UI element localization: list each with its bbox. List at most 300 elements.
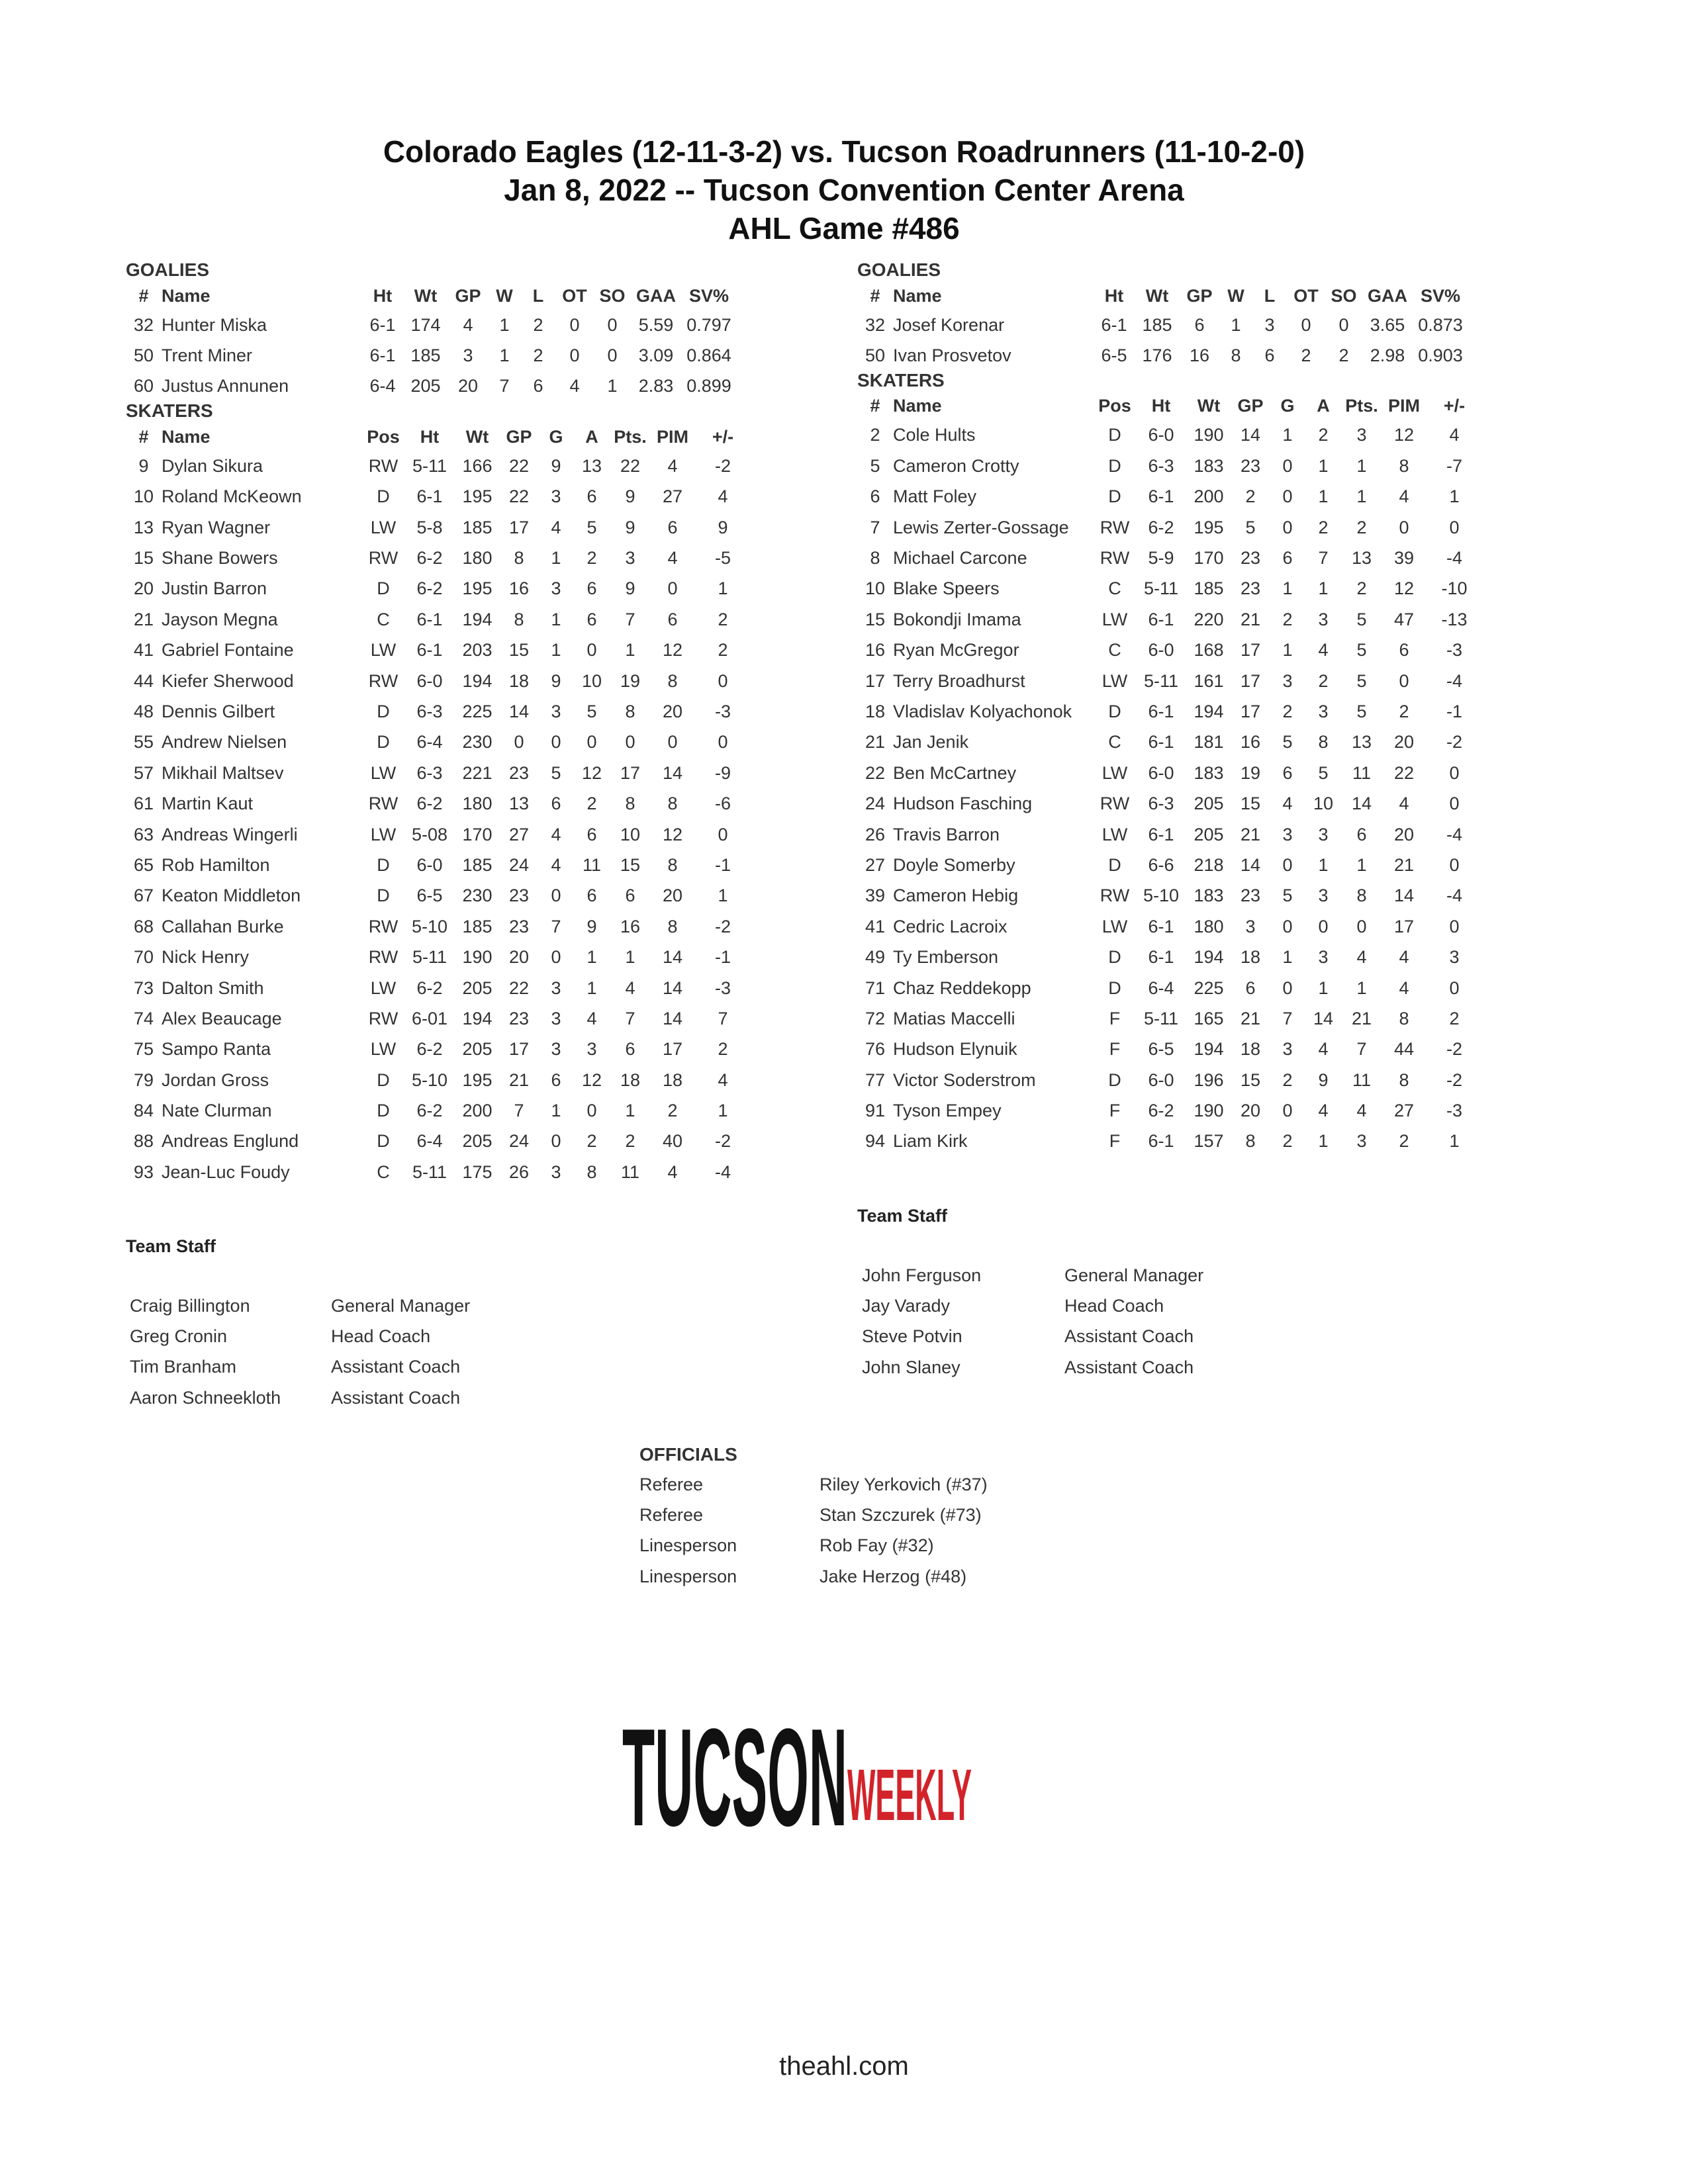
stat-cell: 181 xyxy=(1194,732,1224,752)
stat-cell: 3 xyxy=(551,978,561,998)
stat-cell: 6-4 xyxy=(416,732,443,752)
stat-cell: 84 xyxy=(133,1101,154,1121)
stat-cell: 1 xyxy=(1449,486,1460,507)
column-header: Pts. xyxy=(614,426,647,447)
stat-cell: 0.873 xyxy=(1418,314,1463,335)
stat-cell: 195 xyxy=(1194,517,1224,537)
column-header: Name xyxy=(162,285,211,306)
stat-cell: 6 xyxy=(586,824,597,844)
stat-cell: 17 xyxy=(1393,916,1415,936)
stat-cell: 5 xyxy=(586,517,597,537)
stat-cell: 2 xyxy=(667,1101,678,1121)
stat-cell: 4 xyxy=(667,455,678,476)
column-header: Ht xyxy=(1151,396,1171,416)
stat-cell: 14 xyxy=(1240,854,1261,875)
stat-cell: 185 xyxy=(1142,314,1172,335)
away-goalies-table xyxy=(126,282,736,402)
stat-cell: 3 xyxy=(551,1008,561,1028)
stat-cell: 3 xyxy=(1318,824,1329,844)
stat-cell: 26 xyxy=(508,1161,530,1182)
stat-cell: 17 xyxy=(508,1039,530,1060)
stat-cell: 20 xyxy=(662,886,683,906)
stat-cell: 17 xyxy=(620,762,641,783)
stat-cell: 4 xyxy=(718,486,728,507)
footer-url: theahl.com xyxy=(779,2052,909,2081)
stat-cell: 1 xyxy=(1356,486,1367,507)
player-row xyxy=(126,451,751,481)
stat-cell: 12 xyxy=(1393,578,1415,599)
table-row xyxy=(862,1322,1203,1352)
stat-cell: 4 xyxy=(1449,425,1460,445)
stat-cell: 0 xyxy=(551,732,561,752)
player-row xyxy=(857,1003,1482,1034)
column-header: GAA xyxy=(636,285,676,306)
stat-cell: 6-5 xyxy=(1101,345,1127,366)
stat-cell: Victor Soderstrom xyxy=(893,1069,1036,1090)
stat-cell: 0 xyxy=(586,640,597,660)
stat-cell: 4 xyxy=(1318,1101,1329,1121)
stat-cell: 4 xyxy=(1318,640,1329,660)
stat-cell: D xyxy=(1108,947,1121,968)
stat-cell: 6-1 xyxy=(1148,1131,1174,1152)
column-header: Name xyxy=(893,396,942,416)
stat-cell: 0 xyxy=(1449,916,1460,936)
stat-cell: 9 xyxy=(625,517,635,537)
role-cell: Rob Fay (#32) xyxy=(820,1535,934,1556)
stat-cell: 5-9 xyxy=(1148,548,1174,569)
player-row xyxy=(126,1126,751,1157)
stat-cell: 0 xyxy=(667,732,678,752)
stat-cell: D xyxy=(1108,455,1121,476)
stat-cell: 21 xyxy=(1393,854,1415,875)
stat-cell: 205 xyxy=(1194,794,1224,814)
stat-cell: Jean-Luc Foudy xyxy=(162,1161,290,1182)
stat-cell: 2 xyxy=(1318,517,1329,537)
stat-cell: 15 xyxy=(508,640,530,660)
stat-cell: 15 xyxy=(133,548,154,569)
stat-cell: 74 xyxy=(133,1008,154,1028)
stat-cell: Mikhail Maltsev xyxy=(162,762,284,783)
stat-cell: 6-1 xyxy=(1148,916,1174,936)
stat-cell: 22 xyxy=(508,978,530,998)
stat-cell: 1 xyxy=(1318,455,1329,476)
stat-cell: 27 xyxy=(1393,1101,1415,1121)
stat-cell: 5 xyxy=(1318,762,1329,783)
stat-cell: 2 xyxy=(1399,701,1409,721)
stat-cell: 14 xyxy=(1313,1008,1334,1028)
stat-cell: 9 xyxy=(718,517,728,537)
stat-cell: -9 xyxy=(714,762,731,783)
stat-cell: 2 xyxy=(1318,670,1329,691)
stat-cell: 218 xyxy=(1194,854,1224,875)
stat-cell: 79 xyxy=(133,1069,154,1090)
column-header: # xyxy=(870,285,880,306)
player-row xyxy=(857,973,1482,1003)
stat-cell: 194 xyxy=(1194,1039,1224,1060)
stat-cell: Hudson Fasching xyxy=(893,794,1033,814)
table-row xyxy=(862,1260,1203,1291)
player-row xyxy=(126,1065,751,1095)
stat-cell: 185 xyxy=(410,345,441,366)
stat-cell: 5-11 xyxy=(1143,1008,1179,1028)
stat-cell: 200 xyxy=(1194,486,1224,507)
home-staff-heading: Team Staff xyxy=(857,1206,948,1226)
stat-cell: 14 xyxy=(662,978,683,998)
stat-cell: Andrew Nielsen xyxy=(162,732,287,752)
column-header: L xyxy=(1264,285,1276,306)
stat-cell: 48 xyxy=(133,701,154,721)
stat-cell: 1 xyxy=(551,548,561,569)
stat-cell: C xyxy=(1108,732,1121,752)
stat-cell: 15 xyxy=(1240,1069,1261,1090)
stat-cell: Justin Barron xyxy=(162,578,267,599)
stat-cell: 8 xyxy=(1399,1008,1409,1028)
stat-cell: 6-2 xyxy=(416,578,443,599)
stat-cell: Dylan Sikura xyxy=(162,455,263,476)
player-row xyxy=(126,911,751,942)
game-header xyxy=(0,132,1688,248)
stat-cell: 2 xyxy=(718,640,728,660)
stat-cell: 27 xyxy=(662,486,683,507)
stat-cell: 18 xyxy=(1240,947,1261,968)
stat-cell: 3 xyxy=(586,1039,597,1060)
stat-cell: 19 xyxy=(620,670,641,691)
stat-cell: LW xyxy=(370,762,397,783)
stat-cell: RW xyxy=(368,947,399,968)
stat-cell: 6-0 xyxy=(1148,640,1174,660)
player-row xyxy=(126,696,751,727)
stat-cell: 6-4 xyxy=(416,1131,443,1152)
stat-cell: 170 xyxy=(462,824,492,844)
stat-cell: 8 xyxy=(1318,732,1329,752)
stat-cell: 205 xyxy=(1194,824,1224,844)
stat-cell: RW xyxy=(368,670,399,691)
stat-cell: Ryan McGregor xyxy=(893,640,1019,660)
stat-cell: 180 xyxy=(1194,916,1224,936)
stat-cell: 0 xyxy=(551,886,561,906)
column-header: A xyxy=(585,426,598,447)
stat-cell: 4 xyxy=(1356,947,1367,968)
stat-cell: -10 xyxy=(1441,578,1468,599)
stat-cell: 6-1 xyxy=(369,314,396,335)
stat-cell: 13 xyxy=(508,794,530,814)
stat-cell: 2 xyxy=(718,1039,728,1060)
stat-cell: 194 xyxy=(462,1008,492,1028)
stat-cell: 20 xyxy=(1240,1101,1261,1121)
stat-cell: 17 xyxy=(1240,701,1261,721)
table-row xyxy=(862,1352,1203,1383)
stat-cell: Keaton Middleton xyxy=(162,886,301,906)
stat-cell: 14 xyxy=(662,762,683,783)
stat-cell: 4 xyxy=(1399,947,1409,968)
stat-cell: 0 xyxy=(1449,854,1460,875)
stat-cell: 168 xyxy=(1194,640,1224,660)
stat-cell: 1 xyxy=(718,886,728,906)
role-cell: Jake Herzog (#48) xyxy=(820,1566,967,1586)
stat-cell: D xyxy=(377,854,390,875)
player-row xyxy=(857,420,1482,451)
stat-cell: Nate Clurman xyxy=(162,1101,272,1121)
stat-cell: 8 xyxy=(1399,455,1409,476)
stat-cell: 2 xyxy=(1356,578,1367,599)
player-row xyxy=(857,758,1482,788)
stat-cell: Terry Broadhurst xyxy=(893,670,1025,691)
stat-cell: LW xyxy=(370,978,397,998)
stat-cell: 8 xyxy=(1231,345,1241,366)
stat-cell: 5 xyxy=(551,762,561,783)
stat-cell: 190 xyxy=(1194,1101,1224,1121)
column-header: Pts. xyxy=(1345,396,1378,416)
stat-cell: 165 xyxy=(1194,1008,1224,1028)
column-header: Wt xyxy=(1197,396,1221,416)
stat-cell: LW xyxy=(1102,916,1128,936)
stat-cell: 203 xyxy=(462,640,492,660)
stat-cell: Andreas Wingerli xyxy=(162,824,298,844)
stat-cell: Matias Maccelli xyxy=(893,1008,1015,1028)
stat-cell: 7 xyxy=(1282,1008,1293,1028)
stat-cell: 3 xyxy=(551,486,561,507)
table-row xyxy=(639,1469,988,1500)
stat-cell: 76 xyxy=(865,1039,886,1060)
stat-cell: 5 xyxy=(1356,640,1367,660)
stat-cell: 14 xyxy=(662,947,683,968)
stat-cell: 3 xyxy=(551,701,561,721)
header-row xyxy=(126,423,751,451)
player-row xyxy=(126,310,736,340)
column-header: GP xyxy=(506,426,532,447)
stat-cell: 0 xyxy=(1282,517,1293,537)
stat-cell: 6-0 xyxy=(1148,762,1174,783)
stat-cell: 6-2 xyxy=(416,794,443,814)
player-row xyxy=(126,788,751,819)
stat-cell: 11 xyxy=(620,1161,640,1182)
stat-cell: 4 xyxy=(667,1161,678,1182)
stat-cell: 4 xyxy=(586,1008,597,1028)
table-row xyxy=(639,1500,988,1530)
stat-cell: 11 xyxy=(1352,762,1372,783)
role-cell: General Manager xyxy=(1064,1265,1204,1285)
stat-cell: Callahan Burke xyxy=(162,916,284,936)
home-skaters-table xyxy=(857,392,1482,1157)
stat-cell: Cole Hults xyxy=(893,425,976,445)
stat-cell: 7 xyxy=(625,609,635,629)
stat-cell: 0 xyxy=(1282,486,1293,507)
stat-cell: Chaz Reddekopp xyxy=(893,978,1031,998)
stat-cell: 55 xyxy=(133,732,154,752)
stat-cell: 6 xyxy=(1282,548,1293,569)
column-header: OT xyxy=(562,285,587,306)
stat-cell: 16 xyxy=(1189,345,1210,366)
stat-cell: -6 xyxy=(714,794,731,814)
player-row xyxy=(126,340,736,371)
column-header: Wt xyxy=(465,426,489,447)
role-cell: Head Coach xyxy=(1064,1296,1164,1316)
player-row xyxy=(126,1003,751,1034)
svg-text:WEEKLY: WEEKLY xyxy=(847,1754,972,1836)
stat-cell: 3.65 xyxy=(1370,314,1405,335)
stat-cell: RW xyxy=(368,548,399,569)
stat-cell: D xyxy=(1108,486,1121,507)
stat-cell: 190 xyxy=(1194,425,1224,445)
stat-cell: 7 xyxy=(1318,548,1329,569)
table-row xyxy=(639,1561,988,1592)
stat-cell: 6-4 xyxy=(1148,978,1174,998)
stat-cell: 6-3 xyxy=(1148,455,1174,476)
column-header: Pos xyxy=(367,426,400,447)
stat-cell: C xyxy=(1108,640,1121,660)
stat-cell: 170 xyxy=(1194,548,1224,569)
stat-cell: Cameron Crotty xyxy=(893,455,1019,476)
stat-cell: 7 xyxy=(718,1008,728,1028)
stat-cell: 6 xyxy=(1245,978,1256,998)
column-header: GAA xyxy=(1368,285,1407,306)
stat-cell: 5-11 xyxy=(1143,670,1179,691)
stat-cell: 39 xyxy=(865,886,886,906)
stat-cell: 194 xyxy=(462,609,492,629)
stat-cell: 20 xyxy=(508,947,530,968)
stat-cell: 17 xyxy=(1240,640,1261,660)
stat-cell: 1 xyxy=(718,1101,728,1121)
stat-cell: Bokondji Imama xyxy=(893,609,1021,629)
stat-cell: 21 xyxy=(508,1069,530,1090)
stat-cell: Rob Hamilton xyxy=(162,854,270,875)
stat-cell: 47 xyxy=(1393,609,1415,629)
stat-cell: Ivan Prosvetov xyxy=(893,345,1011,366)
stat-cell: RW xyxy=(1100,548,1130,569)
stat-cell: 22 xyxy=(508,455,530,476)
stat-cell: 91 xyxy=(865,1101,886,1121)
stat-cell: 3 xyxy=(1282,824,1293,844)
stat-cell: 2 xyxy=(586,794,597,814)
stat-cell: 0 xyxy=(1449,978,1460,998)
stat-cell: 7 xyxy=(870,517,880,537)
player-row xyxy=(857,666,1482,696)
stat-cell: 8 xyxy=(514,609,524,629)
stat-cell: D xyxy=(1108,425,1121,445)
stat-cell: 15 xyxy=(1240,794,1261,814)
player-row xyxy=(857,310,1468,340)
column-header: A xyxy=(1317,396,1330,416)
stat-cell: 6-1 xyxy=(1148,609,1174,629)
stat-cell: RW xyxy=(368,916,399,936)
stat-cell: 1 xyxy=(625,1101,635,1121)
stat-cell: 1 xyxy=(551,609,561,629)
stat-cell: -13 xyxy=(1441,609,1468,629)
stat-cell: 21 xyxy=(1240,824,1261,844)
stat-cell: 200 xyxy=(462,1101,492,1121)
stat-cell: 70 xyxy=(133,947,154,968)
column-header: SV% xyxy=(1420,285,1461,306)
stat-cell: -7 xyxy=(1446,455,1462,476)
stat-cell: 1 xyxy=(1318,854,1329,875)
stat-cell: 27 xyxy=(865,854,886,875)
player-row xyxy=(857,696,1482,727)
stat-cell: 5-11 xyxy=(412,947,447,968)
stat-cell: LW xyxy=(370,1039,397,1060)
stat-cell: 7 xyxy=(499,376,510,396)
stat-cell: 20 xyxy=(457,376,479,396)
stat-cell: 183 xyxy=(1194,762,1224,783)
stat-cell: 0 xyxy=(1282,916,1293,936)
stat-cell: -2 xyxy=(714,455,731,476)
stat-cell: F xyxy=(1109,1008,1121,1028)
officials-section xyxy=(639,1443,988,1592)
stat-cell: 4 xyxy=(1356,1101,1367,1121)
stat-cell: 2 xyxy=(1245,486,1256,507)
stat-cell: 0 xyxy=(1282,854,1293,875)
column-header: L xyxy=(532,285,544,306)
stat-cell: 1 xyxy=(1356,455,1367,476)
stat-cell: 6-1 xyxy=(1148,701,1174,721)
stat-cell: 1 xyxy=(499,345,510,366)
stat-cell: 6 xyxy=(533,376,543,396)
stat-cell: 6 xyxy=(551,794,561,814)
column-header: +/- xyxy=(1443,396,1466,416)
stat-cell: LW xyxy=(1102,609,1128,629)
stat-cell: -4 xyxy=(1446,824,1462,844)
player-row xyxy=(857,911,1482,942)
stat-cell: 6-1 xyxy=(1148,732,1174,752)
stat-cell: D xyxy=(377,578,390,599)
header-row xyxy=(857,282,1468,310)
stat-cell: 4 xyxy=(625,978,635,998)
stat-cell: -3 xyxy=(1446,640,1462,660)
stat-cell: 2 xyxy=(625,1131,635,1152)
stat-cell: 18 xyxy=(662,1069,683,1090)
stat-cell: 73 xyxy=(133,978,154,998)
stat-cell: -5 xyxy=(714,548,731,569)
stat-cell: 10 xyxy=(620,824,641,844)
column-header: Name xyxy=(893,285,942,306)
stat-cell: 32 xyxy=(865,314,886,335)
stat-cell: 12 xyxy=(1393,425,1415,445)
table-row xyxy=(862,1291,1203,1321)
stat-cell: 23 xyxy=(508,886,530,906)
stat-cell: 205 xyxy=(462,1131,492,1152)
stat-cell: 6-2 xyxy=(1148,1101,1174,1121)
column-header: Wt xyxy=(414,285,438,306)
stat-cell: 4 xyxy=(551,854,561,875)
stat-cell: D xyxy=(377,1069,390,1090)
stat-cell: 3.09 xyxy=(638,345,674,366)
stat-cell: 1 xyxy=(586,978,597,998)
stat-cell: 27 xyxy=(508,824,530,844)
stat-cell: 185 xyxy=(1194,578,1224,599)
stat-cell: 6-01 xyxy=(411,1008,448,1028)
column-header: Wt xyxy=(1145,285,1169,306)
stat-cell: 21 xyxy=(865,732,886,752)
stat-cell: 8 xyxy=(1356,886,1367,906)
player-row xyxy=(126,942,751,972)
stat-cell: 17 xyxy=(662,1039,683,1060)
stat-cell: Jayson Megna xyxy=(162,609,278,629)
stat-cell: 10 xyxy=(581,670,602,691)
stat-cell: 1 xyxy=(1356,854,1367,875)
stat-cell: D xyxy=(377,732,390,752)
stat-cell: 4 xyxy=(463,314,473,335)
stat-cell: 8 xyxy=(870,548,880,569)
player-row xyxy=(126,973,751,1003)
stat-cell: Ryan Wagner xyxy=(162,517,271,537)
name-cell: Linesperson xyxy=(639,1566,737,1586)
stat-cell: 21 xyxy=(133,609,154,629)
player-row xyxy=(857,1126,1482,1157)
column-header: PIM xyxy=(1387,396,1420,416)
stat-cell: 9 xyxy=(625,578,635,599)
stat-cell: 183 xyxy=(1194,455,1224,476)
stat-cell: 13 xyxy=(133,517,154,537)
home-skaters-heading: SKATERS xyxy=(857,369,945,390)
